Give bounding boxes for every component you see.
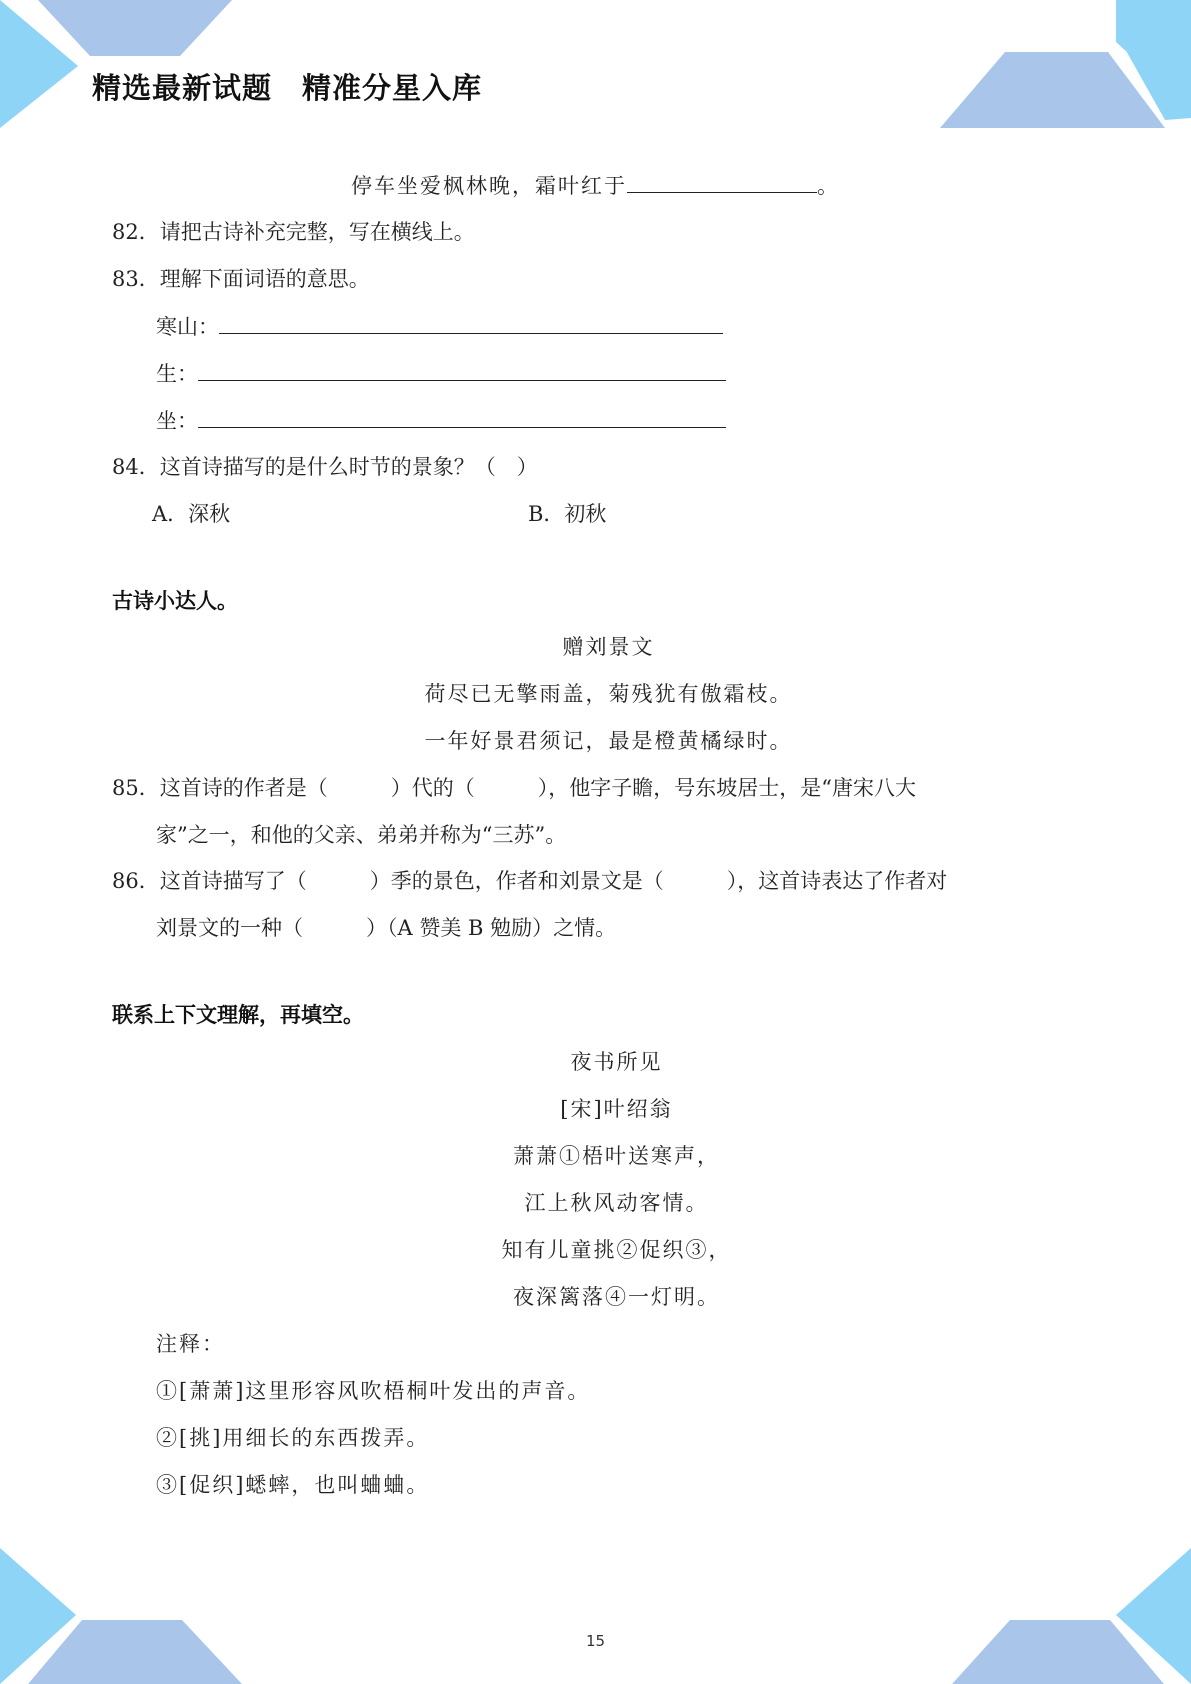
poem-answer-blank[interactable] [627,170,817,193]
top-right-light-corner [1120,0,1191,120]
bottom-right-light-triangle [1116,1548,1191,1684]
option-a[interactable]: A．深秋 [152,502,231,526]
poem-line-suffix: 。 [817,174,840,198]
poem2-line2: 一年好景君须记，最是橙黄橘绿时。 [424,729,793,753]
question-86-line1: 86．这首诗描写了（ ）季的景色，作者和刘景文是（ ），这首诗表达了作者对 [112,869,948,893]
question-85-line1: 85．这首诗的作者是（ ）代的（ ），他字子瞻，号东坡居士，是“唐宋八大 [112,776,916,800]
poem3-author: [宋]叶绍翁 [560,1097,673,1121]
poem2-line1: 荷尽已无擎雨盖，菊残犹有傲霜枝。 [424,682,793,706]
poem3-title: 夜书所见 [570,1050,663,1074]
word-label-zuo: 坐： [156,409,198,433]
question-84: 84．这首诗描写的是什么时节的景象？（ ） [112,455,538,479]
poem3-line1: 萧萧①梧叶送寒声， [513,1144,720,1168]
note-2: ②[挑]用细长的东西拨弄。 [156,1426,430,1450]
answer-blank-zuo[interactable] [198,405,726,428]
poem3-line4: 夜深篱落④一灯明。 [513,1285,720,1309]
bottom-right-blue-trapezoid [952,1620,1164,1684]
word-row-zuo [156,405,726,436]
bottom-left-blue-trapezoid [28,1620,242,1684]
section-heading-poetry-master: 古诗小达人。 [112,589,238,613]
section-heading-context-fill: 联系上下文理解，再填空。 [112,1003,364,1027]
word-label-hanshan: 寒山： [156,315,219,339]
note-3: ③[促织]蟋蟀，也叫蛐蛐。 [156,1473,430,1497]
poem3-line2: 江上秋风动客情。 [524,1191,709,1215]
word-label-sheng: 生： [156,362,198,386]
note-1: ①[萧萧]这里形容风吹梧桐叶发出的声音。 [156,1379,591,1403]
top-right-light-triangle [1116,0,1191,110]
header-title: 精选最新试题 精准分星入库 [92,71,483,105]
bottom-left-light-triangle [0,1548,76,1684]
word-row-sheng [156,358,726,389]
option-b[interactable]: B．初秋 [528,502,607,526]
poem2-title: 赠刘景文 [562,635,655,659]
word-row-hanshan [156,311,723,342]
top-left-blue-trapezoid [38,0,232,56]
question-83: 83．理解下面词语的意思。 [112,267,370,291]
top-right-blue-trapezoid [940,52,1165,128]
page-number: 15 [585,1632,606,1650]
answer-blank-hanshan[interactable] [219,311,723,334]
top-left-light-triangle [0,0,78,128]
poem-fill-line [0,170,1191,201]
question-85-line2: 家”之一，和他的父亲、弟弟并称为“三苏”。 [156,823,567,847]
answer-blank-sheng[interactable] [198,358,726,381]
notes-label: 注释： [156,1332,225,1356]
poem3-line3: 知有儿童挑②促织③， [501,1238,732,1262]
question-82: 82．请把古诗补充完整，写在横线上。 [112,220,475,244]
poem-line-prefix: 停车坐爱枫林晚，霜叶红于 [351,174,627,198]
question-86-line2: 刘景文的一种（ ）（A 赞美 B 勉励）之情。 [156,916,617,940]
